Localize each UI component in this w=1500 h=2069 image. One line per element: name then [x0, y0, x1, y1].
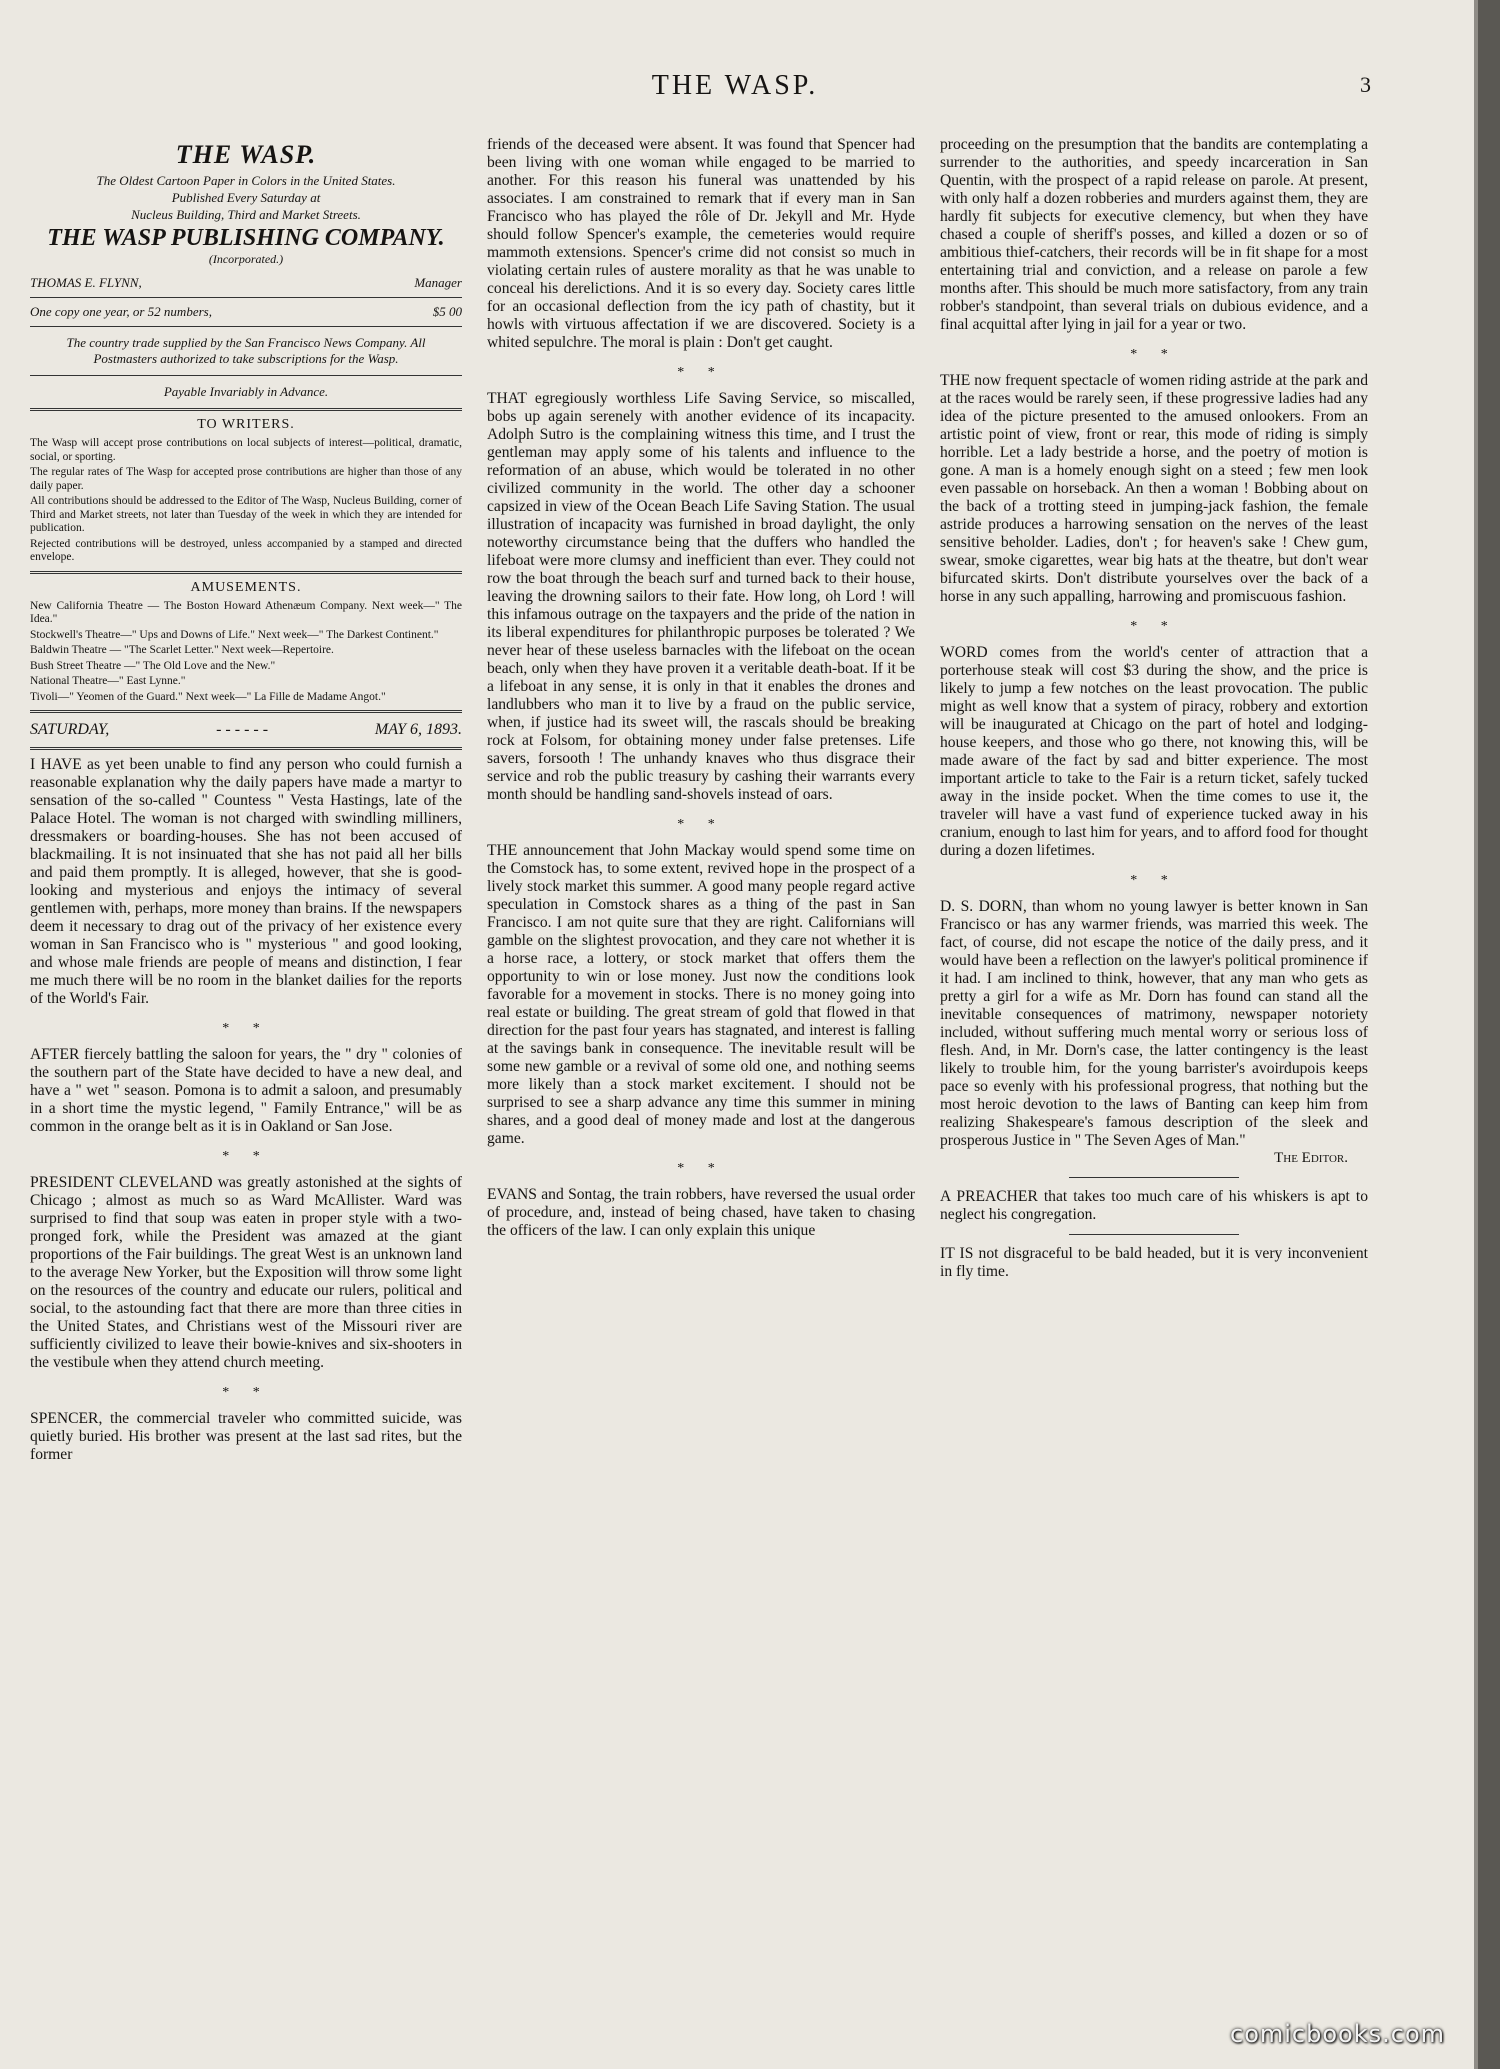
section-stars: * * — [222, 1149, 270, 1164]
section-stars: * * — [222, 1021, 270, 1036]
article-dry-colonies: AFTER fiercely battling the saloon for years, the " dry " colonies of the southern part of the State have decided to have a new deal, and have a " wet " season. Pomona is to admit a saloon, and presumably in a short time the mystic legend, " Family Entrance," will be as common in the orange belt as it is in Oakland or San Jose. — [30, 1046, 462, 1135]
masthead-published: Published Every Saturday at — [171, 190, 321, 205]
column-2 — [487, 136, 915, 1240]
editor-signature: The Editor. — [1274, 1150, 1348, 1166]
amusement-item: Bush Street Theatre —" The Old Love and the New." — [30, 659, 276, 672]
to-writers-p3: All contributions should be addressed to the Editor of The Wasp, Nucleus Building, corner of Third and Market streets, not later than Tuesday of the week in which they are intended for publication. — [30, 495, 462, 534]
section-stars: * * — [677, 1161, 725, 1176]
dateline — [30, 721, 462, 739]
double-rule — [30, 408, 462, 411]
article-mackay: THE announcement that John Mackay would spend some time on the Comstock has, to some extent, revived hope in the prospect of a lively stock market this summer. A good many people regard active speculation in Comstock shares as a thing of the past in San Francisco. I am not quite sure that they are right. Californians will gamble on the slightest provocation, and they care not whether it is a horse race, a lottery, or stock market that offers them the opportunity to win or lose money. Just now the conditions look favorable for a movement in stocks. There is no money going into real estate or building. The great stream of gold that flowed in that direction for the past four years has stagnated, and interest is falling at the savings bank in consequence. The inevitable result will be some new gamble or a revival of some old one, and nothing seems more likely than a stock market excitement. I should not be surprised to see a sharp advance any time this summer in mining shares, and a good deal of money made and lost at the dangerous game. — [487, 842, 915, 1147]
article-countess: I HAVE as yet been unable to find any person who could furnish a reasonable explanation why the daily papers have made a martyr to sensation of the so-called " Countess " Vesta Hastings, late of the Palace Hotel. The woman is not charged with swindling milliners, dressmakers or boarding-houses. She has not been accused of blackmailing. It is not insinuated that she has not paid all her bills and paid them promptly. It is alleged, however, that she is good-looking and mysterious and enjoys the intimacy of several gentlemen with, perhaps, more money than brains. If the newspapers deem it necessary to drag out of the privacy of her existence every woman in San Francisco who is " mysterious " and good looking, and whose male friends are people of means and distinction, I fear me much there will be no room in the blanket dailies for the reports of the World's Fair. — [30, 756, 462, 1007]
column-1 — [30, 136, 462, 1464]
to-writers-p1: The Wasp will accept prose contributions on local subjects of interest—political, dramatic, social, or sporting. — [30, 437, 462, 463]
price-line — [30, 304, 462, 320]
to-writers-p4: Rejected contributions will be destroyed, unless accompanied by a stamped and directed envelope. — [30, 537, 462, 563]
page-number: 3 — [1360, 72, 1371, 97]
watermark: comicbooks.com — [1230, 2020, 1446, 2048]
binding-edge — [1478, 0, 1500, 2069]
manager-line — [30, 275, 462, 291]
section-stars: * * — [1130, 347, 1178, 362]
amusement-item: New California Theatre — The Boston Howard Athenæum Company. Next week—" The Idea." — [30, 599, 462, 625]
masthead-tagline: The Oldest Cartoon Paper in Colors in the United States. — [96, 173, 396, 188]
amusement-item: Stockwell's Theatre—" Ups and Downs of Life." Next week—" The Darkest Continent." — [30, 628, 439, 641]
manager-name: THOMAS E. FLYNN, — [30, 275, 142, 290]
article-life-saving: THAT egregiously worthless Life Saving Service, so miscalled, bobs up again serenely with another evidence of its incapacity. Adolph Sutro is the complaining witness this time, and I trust the gentleman may apply some of his talents and influence to the reformation of an abuse, which would be tolerated in no other civilized community in the world. The other day a schooner capsized in view of the Ocean Beach Life Saving Station. The usual illustration of incapacity was furnished in broad daylight, the only noteworthy circumstance being that the duffers who handled the lifeboat were more clumsy and inefficient than ever. They could not row the boat through the beach surf and turned back to their house, leaving the drowning sailors to their fate. How long, oh Lord ! will this infamous outrage on the taxpayers and the pride of the nation in its liberal expenditures for philanthropic purposes be tolerated ? We never hear of these useless barnacles with the lifeboat on the ocean beach, only when they have proven it a veritable death-boat. If it be a lifeboat in any sense, it is only in that it enables the drones and landlubbers who man it to live by a fraud on the public service, when, if justice had its sweet will, the rascals should be breaking rock at Folsom, for obtaining money under false pretenses. Life savers, forsooth ! The unhandy knaves who thus disgrace their service and rob the public treasury by cashing their warrants every month should be handling sand-shovels instead of oars. — [487, 390, 915, 803]
to-writers-p2: The regular rates of The Wasp for accepted prose contributions are higher than those of any daily paper. — [30, 466, 462, 492]
payable-note: Payable Invariably in Advance. — [163, 384, 329, 399]
article-women-riding: THE now frequent spectacle of women riding astride at the park and at the races would be rarely seen, if these progressive ladies had any idea of the picture presented to the amused onlookers. From an artistic point of view, front or rear, this mode of riding is simply horrible. Let a lady bestride a horse, and the poetry of motion is gone. A man is a homely enough sight on a steed ; few men look even passable on horseback. An then a woman ! Bobbing about on the back of a trotting steed in jumping-jack fashion, the female astride produces a harrowing sensation on the nerves of the least sensitive beholder. Ladies, don't ; for heaven's sake ! Chew gum, swear, smoke cigarettes, wear big hats at the theatre, but don't wear bifurcated skirts. Don't distribute yourselves over the back of a horse in any such appalling, harrowing and promiscuous fashion. — [940, 372, 1368, 605]
article-dorn: D. S. DORN, than whom no young lawyer is better known in San Francisco or has any warmer friends, was married this week. The fact, of course, did not escape the notice of the daily press, and it would have been a reflection on the lawyer's political prominence if it had. I am inclined to think, however, that any man who gets as pretty a girl for a wife as Mr. Dorn has found can stand all the inevitable consequences of matrimony, newspaper notoriety included, without suffering much mental worry or serious loss of flesh. And, in Mr. Dorn's case, the latter contingency is the least likely to trouble him, for the young barrister's avoirdupois keeps pace so evenly with his professional progress, that nothing but the most heroic devotion to the laws of Banting can keep him from realizing Shakespeare's famous description of the sleek and prosperous Justice in " The Seven Ages of Man." — [940, 898, 1368, 1149]
masthead-incorporated: (Incorporated.) — [208, 252, 284, 266]
section-stars: * * — [677, 817, 725, 832]
price-label: One copy one year, or 52 numbers, — [30, 304, 212, 319]
manager-role: Manager — [414, 275, 462, 290]
section-stars: * * — [677, 365, 725, 380]
dateline-dashes: - - - - - - — [216, 721, 269, 738]
divider — [30, 326, 462, 327]
double-rule — [30, 571, 462, 574]
column-3 — [940, 136, 1368, 1281]
dateline-day: SATURDAY, — [30, 721, 110, 738]
article-worlds-fair: WORD comes from the world's center of attraction that a porterhouse steak will cost $3 during the show, and the price is likely to jump a few notches on the least provocation. The public might as well know that a system of piracy, robbery and extortion will be inaugurated at Chicago on the part of hotel and lodging-house keepers, and those who go there, not knowing this, will be made aware of the fact by sad and bitter experience. The most important article to take to the Fair is a return ticket, safely tucked away in the inside pocket. When the time comes to use it, the traveler will have a vast fund of experience tucked away in his cranium, enough to last him for years, and to afford food for thought during a dozen lifetimes. — [940, 644, 1368, 859]
divider — [1069, 1234, 1239, 1235]
price-value: $5 00 — [432, 304, 462, 319]
section-stars: * * — [1130, 619, 1178, 634]
divider — [1069, 1177, 1239, 1178]
divider — [30, 375, 462, 376]
binding-shadow — [1474, 0, 1478, 2069]
article-cleveland: PRESIDENT CLEVELAND was greatly astonished at the sights of Chicago ; almost as much so as Ward McAllister. Ward was surprised to find that soup was eaten in proper style with a two-pronged fork, while the President was amazed at the giant proportions of the Fair buildings. The great West is an unknown land to the average New Yorker, but the Exposition will throw some light on the resources of the country and educate our rulers, political and social, to the astounding fact that there are more than three cities in the United States, and Christians west of the Missouri river are sufficiently civilized to leave their bowie-knives and six-shooters in the vestibule when they attend church meeting. — [30, 1174, 462, 1371]
amusement-item: Baldwin Theatre — "The Scarlet Letter." Next week—Repertoire. — [30, 644, 334, 656]
to-writers-heading: TO WRITERS. — [197, 417, 295, 432]
section-stars: * * — [222, 1385, 270, 1400]
article-preacher: A PREACHER that takes too much care of his whiskers is apt to neglect his congregation. — [940, 1188, 1368, 1223]
masthead-title: THE WASP. — [175, 140, 317, 169]
masthead-publisher: THE WASP PUBLISHING COMPANY. — [47, 225, 445, 251]
double-rule — [30, 710, 462, 713]
article-bald: IT IS not disgraceful to be bald headed, but it is very inconvenient in fly time. — [940, 1245, 1368, 1280]
amusements-heading: AMUSEMENTS. — [190, 579, 302, 595]
article-evans-sontag-cont: proceeding on the presumption that the bandits are contemplating a surrender to the authorities, and speedy incarceration in San Quentin, with the prospect of a rapid release on parole. At present, with only half a dozen robberies and murders against them, they are hardly fit subjects for executive clemency, but when they have chased a couple of sheriff's posses, and killed a dozen or so of ambitious thief-catchers, their records will be in fit shape for a most entertaining trial and conviction, and a release on parole a few months after. This should be much more satisfactory, from any train robber's standpoint, than several trials on dubious evidence, and a final acquittal after lying in jail for a year or two. — [940, 136, 1368, 333]
dateline-date: MAY 6, 1893. — [374, 721, 462, 738]
running-head: THE WASP. — [651, 70, 819, 101]
article-spencer-cont: friends of the deceased were absent. It was found that Spencer had been living with one woman while engaged to be married to another. For this reason his funeral was unattended by his associates. I am constrained to remark that if every man in San Francisco who has played the rôle of Dr. Jekyll and Mr. Hyde should follow Spencer's example, the cemeteries would require mammoth extensions. Spencer's crime did not consist so much in violating certain rules of austere morality as that he was unable to conceal his derelictions. And it is so every day. Society cares little for an occasional deflection from the icy path of chastity, but it howls with virtuous affectation if we are discovered. Society is a whited sepulchre. The moral is plain : Don't get caught. — [487, 136, 915, 351]
section-stars: * * — [1130, 873, 1178, 888]
article-spencer-start: SPENCER, the commercial traveler who committed suicide, was quietly buried. His brother was present at the last sad rites, but the former — [30, 1410, 462, 1463]
amusement-item: Tivoli—" Yeomen of the Guard." Next week—" La Fille de Madame Angot." — [30, 690, 386, 703]
divider — [30, 297, 462, 298]
masthead-address: Nucleus Building, Third and Market Streets. — [131, 207, 361, 222]
amusement-item: National Theatre—" East Lynne." — [30, 675, 186, 687]
double-rule — [30, 747, 462, 750]
article-evans-sontag-start: EVANS and Sontag, the train robbers, have reversed the usual order of procedure, and, instead of being chased, have taken to chasing the officers of the law. I can only explain this unique — [487, 1186, 915, 1239]
trade-note: The country trade supplied by the San Francisco News Company. All Postmasters authorized to take subscriptions for the Wasp. — [66, 335, 426, 366]
